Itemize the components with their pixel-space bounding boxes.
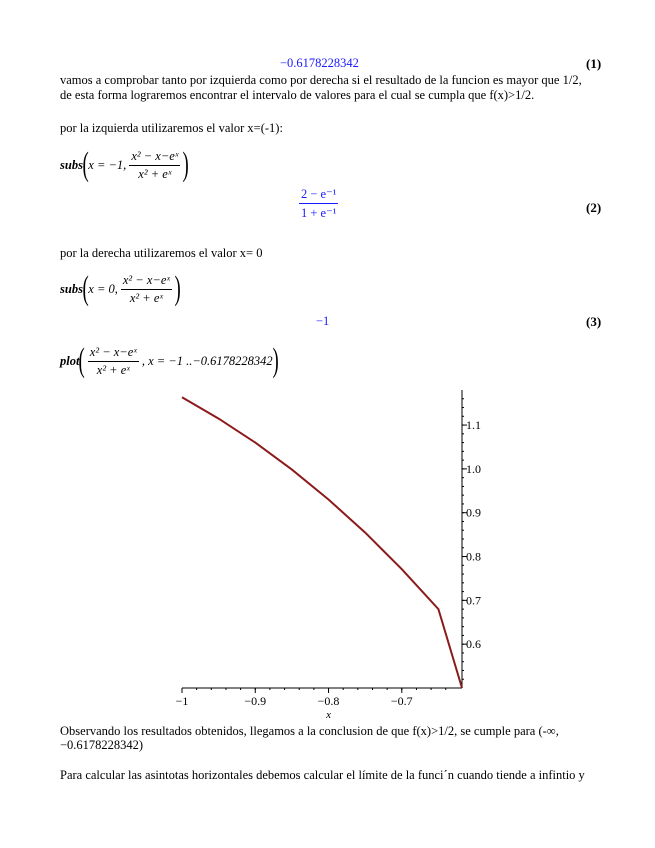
fraction-numerator: x² − x−eˣ (129, 149, 180, 166)
close-paren: ) (174, 270, 181, 307)
equation-label-2: (2) (586, 200, 602, 215)
fraction-denominator: x² + eˣ (96, 362, 130, 377)
result-2-denominator: 1 + e⁻¹ (301, 206, 337, 220)
conclusion-line-1: Observando los resultados obtenidos, llegamos a la conclusion de que f(x)>1/2, se cumple para (-∞, (60, 724, 559, 738)
x-tick-label: −0.9 (244, 694, 267, 708)
fraction-numerator: x² − x−eˣ (121, 273, 172, 290)
plot-axes (182, 390, 462, 688)
y-tick-label: 0.7 (466, 593, 481, 608)
close-paren: ) (272, 342, 279, 379)
plot-range: , x = −1 ..−0.6178228342 (141, 353, 273, 368)
subs-function-name: subs (60, 281, 83, 296)
conclusion-line-2: −0.6178228342) (60, 738, 144, 752)
x-tick-label: −1 (175, 694, 189, 708)
fraction-denominator: x² + eˣ (129, 290, 163, 305)
y-tick-label: 1.0 (466, 461, 481, 476)
open-paren: ( (79, 342, 86, 379)
equation-label-1: (1) (586, 56, 602, 71)
fraction-numerator: x² − x−eˣ (88, 345, 139, 362)
right-text: por la derecha utilizaremos el valor x= 0 (60, 246, 263, 260)
y-tick-label: 0.8 (466, 549, 481, 564)
result-1: −0.6178228342 (280, 56, 359, 70)
subs-arg: x = 0, (88, 281, 118, 296)
x-axis-label: x (326, 709, 331, 721)
result-2-numerator: 2 − e⁻¹ (299, 186, 338, 204)
subs-arg: x = −1, (88, 157, 127, 172)
plot-function-name: plot (60, 353, 80, 368)
x-tick-label: −0.7 (390, 694, 413, 708)
y-tick-label: 0.6 (466, 637, 481, 652)
open-paren: ( (82, 270, 89, 307)
close-paren: ) (182, 146, 190, 183)
equation-label-3: (3) (586, 314, 602, 329)
final-line: Para calcular las asintotas horizontales debemos calcular el límite de la funci´n cuando tiende a infintio y (60, 768, 585, 782)
fraction-denominator: x² + eˣ (138, 166, 172, 181)
x-tick-label: −0.8 (317, 694, 340, 708)
paragraph-line-1: vamos a comprobar tanto por izquierda como por derecha si el resultado de la funcion es mayor que 1/2, (60, 73, 582, 87)
y-tick-label: 1.1 (466, 418, 481, 433)
left-text: por la izquierda utilizaremos el valor x=(-1): (60, 121, 283, 135)
result-3: −1 (316, 314, 330, 328)
function-curve (182, 397, 462, 688)
paragraph-line-2: de esta forma lograremos encontrar el intervalo de valores para el cual se cumpla que f(x)>1/2. (60, 88, 535, 102)
plot-ticks (176, 399, 481, 721)
open-paren: ( (82, 146, 89, 183)
subs-function-name: subs (60, 157, 83, 172)
y-tick-label: 0.9 (466, 505, 481, 520)
plot-curves (182, 397, 462, 688)
